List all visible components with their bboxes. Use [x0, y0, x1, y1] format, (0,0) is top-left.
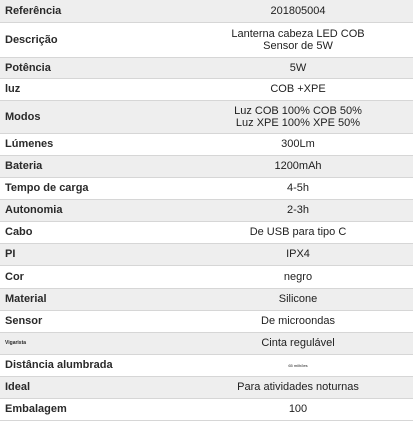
spec-value: 4-5h	[183, 177, 413, 199]
spec-label: PI	[0, 243, 183, 265]
spec-value: COB +XPE	[183, 78, 413, 100]
spec-label: Descrição	[0, 22, 183, 57]
spec-row-light	[0, 78, 413, 100]
spec-value: 100	[183, 398, 413, 420]
spec-label: Cor	[0, 265, 183, 288]
spec-label: Material	[0, 288, 183, 310]
spec-row-description	[0, 22, 413, 57]
spec-value: 65 milhões	[183, 354, 413, 376]
spec-row-strap	[0, 332, 413, 354]
spec-row-material	[0, 288, 413, 310]
spec-value: Cinta regulável	[183, 332, 413, 354]
spec-row-battery	[0, 155, 413, 177]
spec-row-charge-time	[0, 177, 413, 199]
spec-label: Sensor	[0, 310, 183, 332]
spec-value: Silicone	[183, 288, 413, 310]
spec-value: negro	[183, 265, 413, 288]
spec-label: Distância alumbrada	[0, 354, 183, 376]
spec-row-autonomy	[0, 199, 413, 221]
spec-value: 5W	[183, 57, 413, 78]
spec-row-packaging	[0, 398, 413, 420]
spec-label: Embalagem	[0, 398, 183, 420]
spec-value: Lanterna cabeza LED COB Sensor de 5W	[183, 22, 413, 57]
spec-label: Vigarista	[0, 332, 183, 354]
spec-row-reference	[0, 0, 413, 22]
spec-value: 2-3h	[183, 199, 413, 221]
spec-value: Luz COB 100% COB 50% Luz XPE 100% XPE 50%	[183, 100, 413, 133]
spec-value: De USB para tipo C	[183, 221, 413, 243]
spec-value: IPX4	[183, 243, 413, 265]
spec-label: luz	[0, 78, 183, 100]
spec-row-power	[0, 57, 413, 78]
spec-row-lit-distance	[0, 354, 413, 376]
spec-label: Modos	[0, 100, 183, 133]
spec-label: Bateria	[0, 155, 183, 177]
spec-value: 201805004	[183, 0, 413, 22]
spec-row-ip	[0, 243, 413, 265]
spec-row-sensor	[0, 310, 413, 332]
spec-label: Cabo	[0, 221, 183, 243]
spec-label: Referência	[0, 0, 183, 22]
spec-label: Potência	[0, 57, 183, 78]
spec-label: Lúmenes	[0, 133, 183, 155]
spec-row-lumens	[0, 133, 413, 155]
spec-value: 1200mAh	[183, 155, 413, 177]
spec-label: Autonomia	[0, 199, 183, 221]
spec-label: Tempo de carga	[0, 177, 183, 199]
spec-row-cable	[0, 221, 413, 243]
spec-value: Para atividades noturnas	[183, 376, 413, 398]
spec-row-modes	[0, 100, 413, 133]
spec-row-color	[0, 265, 413, 288]
spec-value: De microondas	[183, 310, 413, 332]
spec-row-ideal	[0, 376, 413, 398]
spec-value: 300Lm	[183, 133, 413, 155]
spec-label: Ideal	[0, 376, 183, 398]
